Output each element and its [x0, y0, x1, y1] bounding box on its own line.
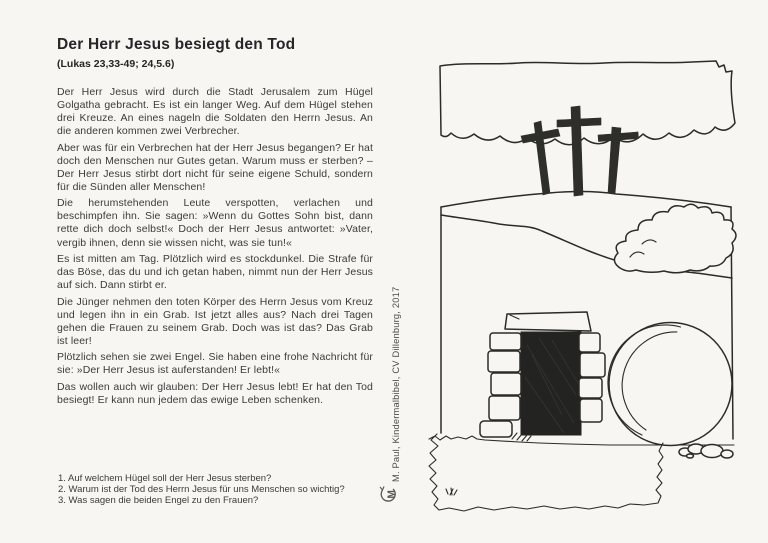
story-paragraph: Das wollen auch wir glauben: Der Herr Jesus lebt! Er hat den Tod besiegt! Er kann nun jedem das ewige Leben schenken.	[57, 380, 373, 407]
question-item: 3. Was sagen die beiden Engel zu den Frauen?	[58, 495, 259, 506]
credit-vertical-text: M. Paul, Kindermalbibel, CV Dillenburg, 2017	[391, 286, 401, 482]
publisher-logo	[377, 481, 403, 517]
questions-list	[58, 473, 388, 506]
story-paragraph: Der Herr Jesus wird durch die Stadt Jerusalem zum Hügel Golgatha gebracht. Es ist ein langer Weg. Auf dem Hügel stehen drei Kreuze. An eines nageln die Soldaten den Herrn Jesus. An die anderen kommen zwei Verbrecher.	[57, 86, 373, 138]
illustration-crosses-and-empty-tomb	[424, 55, 762, 517]
dark-doorway	[521, 332, 581, 435]
page-title: Der Herr Jesus besiegt den Tod	[57, 36, 296, 53]
story-text	[57, 86, 373, 407]
tomb-lintel	[505, 312, 591, 331]
rolled-away-stone	[608, 323, 732, 446]
story-paragraph: Die herumstehenden Leute verspotten, verlachen und beschimpfen ihn. Sie sagen: »Wenn du Gottes Sohn bist, dann rette dich doch selbst!« Doch der Herr Jesus antwortet: »Vater, vergib ihnen, denn sie wissen nicht, was sie tun!«	[57, 197, 373, 249]
story-paragraph: Plötzlich sehen sie zwei Engel. Sie haben eine frohe Nachricht für sie: »Der Herr Jesus ist auferstanden! Er lebt!«	[57, 351, 373, 377]
bush	[614, 204, 736, 273]
cloud-band	[440, 61, 735, 145]
text-column	[57, 36, 373, 411]
question-item: 2. Warum ist der Tod des Herrn Jesus für uns Menschen so wichtig?	[58, 484, 345, 495]
scripture-reference: (Lukas 23,33-49; 24,5.6)	[57, 58, 175, 70]
tomb	[480, 312, 605, 437]
story-paragraph: Die Jünger nehmen den toten Körper des Herrn Jesus vom Kreuz und legen ihn in ein Grab. Ist jetzt alles aus? Nach drei Tagen gehen die Frauen zu seinem Grab. Doch was ist das? Das Grab ist leer!	[57, 295, 373, 347]
question-item: 1. Auf welchem Hügel soll der Herr Jesus sterben?	[58, 473, 272, 484]
rocks	[679, 444, 733, 458]
plant-sprig	[446, 488, 457, 495]
story-paragraph: Es ist mitten am Tag. Plötzlich wird es stockdunkel. Die Strafe für das Böse, das du und ich getan haben, nimmt nun der Herr Jesus auf sich. Dann stirbt er.	[57, 253, 373, 292]
logo-letter-m: M	[386, 490, 398, 499]
story-paragraph: Aber was für ein Verbrechen hat der Herr Jesus begangen? Er hat doch den Menschen nur Gutes getan. Warum muss er sterben? – Der Herr Jesus stirbt dort nicht für seine eigene Schuld, sondern für die Sünden aller Menschen!	[57, 141, 373, 193]
